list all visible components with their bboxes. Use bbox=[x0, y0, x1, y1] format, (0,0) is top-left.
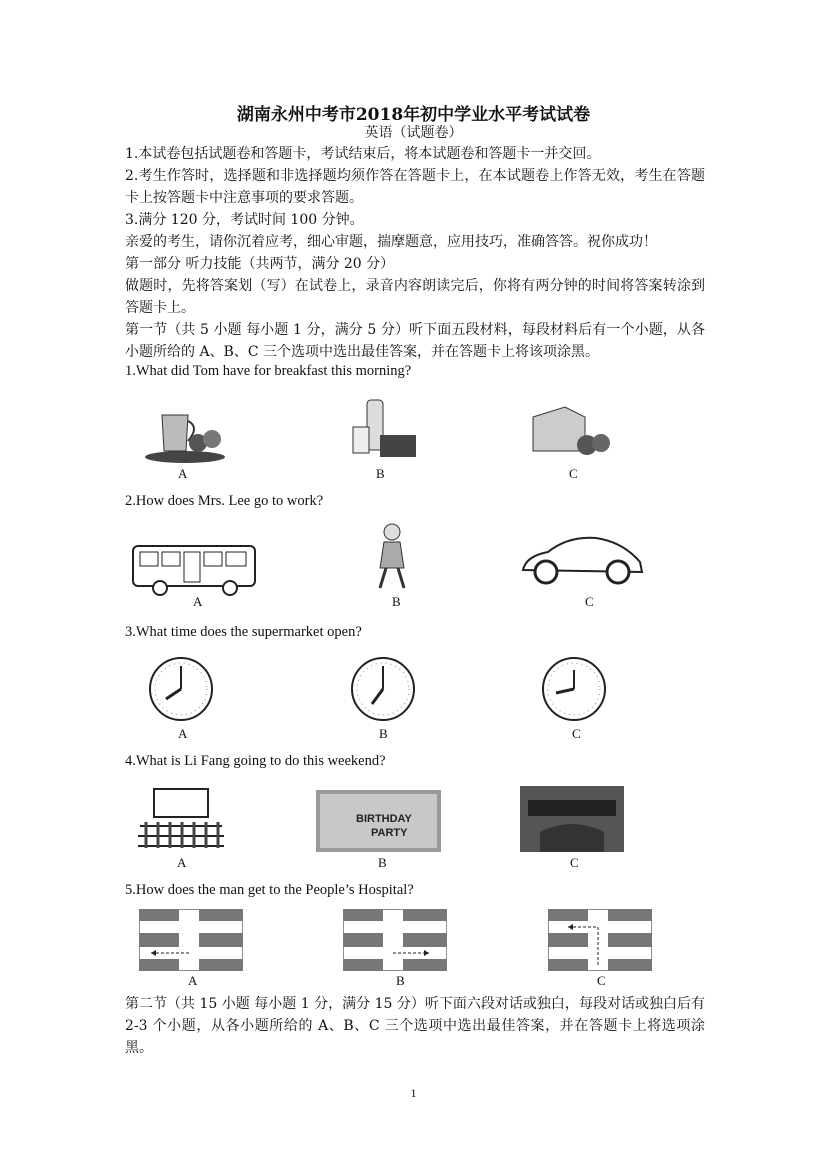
q4-option-c[interactable]: C bbox=[570, 855, 579, 870]
instruction-1: 1.本试卷包括试题卷和答题卡，考试结束后，将本试题卷和答题卡一并交回。 bbox=[125, 146, 601, 162]
clock-b-image bbox=[350, 656, 416, 722]
breakfast-milk-image bbox=[345, 395, 420, 465]
page-title: 湖南永州中考市2018年初中学业水平考试试卷 bbox=[236, 105, 591, 125]
instruction-2: 2.考生作答时，选择题和非选择题均须作答在答题卡上，在本试题卷上作答无效，考生在答题卡上按答题卡中注意事项的要求答题。 bbox=[125, 168, 705, 206]
map-c-image bbox=[548, 909, 652, 971]
q5-option-c[interactable]: C bbox=[597, 973, 606, 988]
instruction-3: 3.满分 120 分，考试时间 100 分钟。 bbox=[125, 212, 364, 228]
question-1: 1.What did Tom have for breakfast this morning? bbox=[125, 363, 412, 379]
q2-option-a[interactable]: A bbox=[193, 594, 203, 609]
q1-option-a[interactable]: A bbox=[178, 466, 188, 481]
page-subtitle: 英语（试题卷） bbox=[364, 125, 463, 141]
birthday-sign-text: BIRTHDAY bbox=[356, 813, 412, 825]
breakfast-bread-image bbox=[525, 395, 615, 465]
party-sign-text: PARTY bbox=[371, 827, 408, 839]
question-4: 4.What is Li Fang going to do this weekend? bbox=[125, 753, 386, 769]
bus-image bbox=[130, 540, 260, 598]
question-3: 3.What time does the supermarket open? bbox=[125, 624, 362, 640]
q5-option-b[interactable]: B bbox=[396, 973, 405, 988]
walking-woman-image bbox=[372, 520, 412, 595]
section2-intro: 第二节（共 15 小题 每小题 1 分，满分 15 分）听下面六段对话或独白，每段对话或独白后有 2-3 个小题，从各小题所给的 A、B、C 三个选项中选出最佳答案，并在答题卡上将选项涂黑。 bbox=[125, 996, 705, 1056]
temple-image bbox=[520, 786, 624, 852]
q4-option-b[interactable]: B bbox=[378, 855, 387, 870]
part1-heading: 第一部分 听力技能（共两节，满分 20 分） bbox=[125, 256, 395, 272]
q3-option-a[interactable]: A bbox=[178, 726, 188, 741]
q4-option-a[interactable]: A bbox=[177, 855, 187, 870]
section1-intro: 第一节（共 5 小题 每小题 1 分，满分 5 分）听下面五段材料，每段材料后有一个小题，从各小题所给的 A、B、C 三个选项中选出最佳答案，并在答题卡上将该项涂黑。 bbox=[125, 322, 705, 360]
page-number: 1 bbox=[410, 1086, 417, 1100]
q2-option-b[interactable]: B bbox=[392, 594, 401, 609]
clock-a-image bbox=[148, 656, 214, 722]
clock-c-image bbox=[541, 656, 607, 722]
greeting: 亲爱的考生，请你沉着应考，细心审题，揣摩题意，应用技巧，准确答答。祝你成功！ bbox=[125, 234, 657, 250]
question-2: 2.How does Mrs. Lee go to work? bbox=[125, 493, 324, 509]
cinema-image bbox=[136, 786, 226, 852]
question-5: 5.How does the man get to the People’s Hospital? bbox=[125, 882, 414, 898]
birthday-party-image bbox=[316, 790, 441, 852]
q3-option-b[interactable]: B bbox=[379, 726, 388, 741]
map-a-image bbox=[139, 909, 243, 971]
q2-option-c[interactable]: C bbox=[585, 594, 594, 609]
q1-option-c[interactable]: C bbox=[569, 466, 578, 481]
q1-option-b[interactable]: B bbox=[376, 466, 385, 481]
q3-option-c[interactable]: C bbox=[572, 726, 581, 741]
part1-intro: 做题时，先将答案划（写）在试卷上，录音内容朗读完后，你将有两分钟的时间将答案转涂到答题卡上。 bbox=[125, 278, 705, 316]
q5-option-a[interactable]: A bbox=[188, 973, 198, 988]
breakfast-juice-image bbox=[140, 395, 230, 465]
map-b-image bbox=[343, 909, 447, 971]
car-image bbox=[518, 530, 648, 588]
